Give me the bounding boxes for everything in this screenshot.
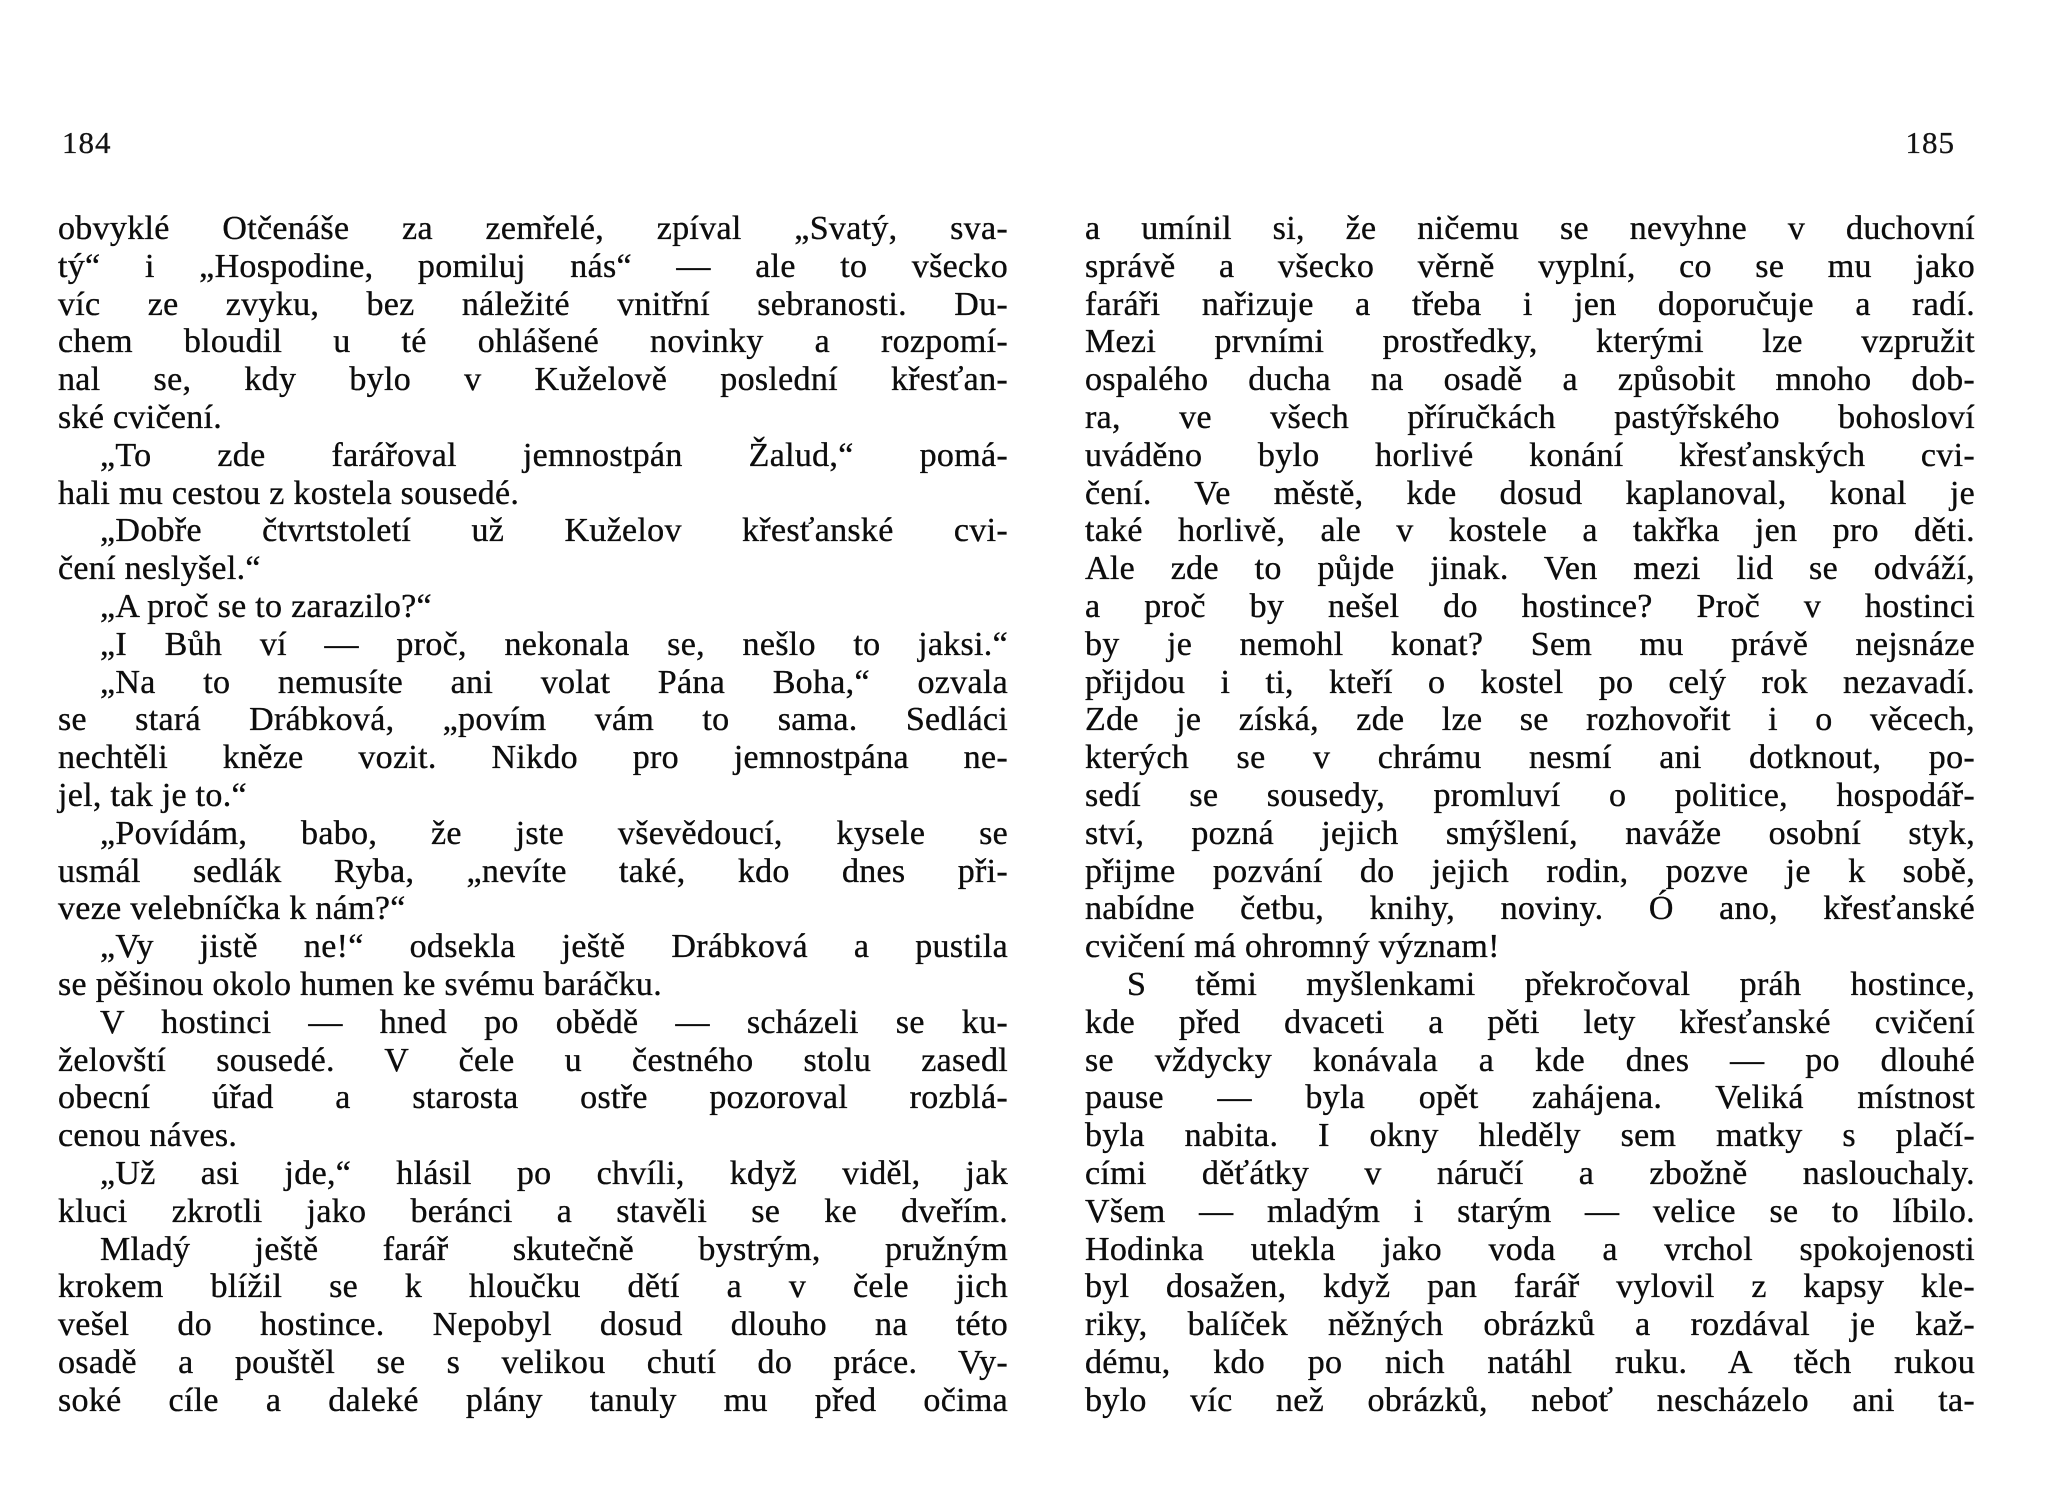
text-line: usmál sedlák Ryba, „nevíte také, kdo dnes při- — [58, 852, 1008, 890]
text-line: přijme pozvání do jejich rodin, pozve je k sobě, — [1085, 852, 1975, 890]
text-line: kde před dvaceti a pěti lety křesťanské cvičení — [1085, 1003, 1975, 1041]
page-number-left: 184 — [62, 125, 112, 160]
text-line: „Povídám, babo, že jste vševědoucí, kysele se — [100, 814, 1008, 852]
text-line: hali mu cestou z kostela sousedé. — [58, 474, 520, 512]
text-line: kterých se v chrámu nesmí ani dotknout, po- — [1085, 739, 1975, 777]
page-185 — [1085, 0, 1975, 1500]
text-line: S těmi myšlenkami překročoval práh hostince, — [1127, 965, 1975, 1003]
text-line: obecní úřad a starosta ostře pozoroval rozblá- — [58, 1079, 1008, 1117]
text-line: „Už asi jde,“ hlásil po chvíli, když viděl, jak — [100, 1154, 1008, 1192]
text-line: „Dobře čtvrtstoletí už Kuželov křesťanské cvi- — [100, 512, 1008, 550]
text-line: „Vy jistě ne!“ odsekla ještě Drábková a pustila — [100, 928, 1008, 966]
text-line: také horlivě, ale v kostele a takřka jen pro děti. — [1085, 512, 1975, 550]
text-line: nabídne četbu, knihy, noviny. Ó ano, křesťanské — [1085, 890, 1975, 928]
text-line: Hodinka utekla jako voda a vrchol spokojenosti — [1085, 1230, 1975, 1268]
text-line: se vždycky konávala a kde dnes — po dlouhé — [1085, 1041, 1975, 1079]
page-text-left — [58, 210, 1008, 1420]
text-line: čení neslyšel.“ — [58, 550, 261, 588]
text-line: cími děťátky v náručí a zbožně naslouchaly. — [1085, 1154, 1975, 1192]
text-line: přijdou i ti, kteří o kostel po celý rok nezavadí. — [1085, 663, 1975, 701]
text-line: nal se, kdy bylo v Kuželově poslední křesťan- — [58, 361, 1008, 399]
page-184 — [58, 0, 1008, 1500]
text-line: ra, ve všech příručkách pastýřského bohosloví — [1085, 398, 1975, 436]
text-line: jel, tak je to.“ — [58, 776, 247, 814]
text-line: „A proč se to zarazilo?“ — [100, 587, 432, 625]
text-line: „I Bůh ví — proč, nekonala se, nešlo to jaksi.“ — [100, 625, 1008, 663]
text-line: byla nabita. I okny hleděly sem matky s plačí- — [1085, 1117, 1975, 1155]
text-line: tý“ i „Hospodine, pomiluj nás“ — ale to všecko — [58, 247, 1008, 285]
text-line: ství, pozná jejich smýšlení, naváže osobní styk, — [1085, 814, 1975, 852]
text-line: Všem — mladým i starým — velice se to líbilo. — [1085, 1192, 1975, 1230]
text-line: Mezi prvními prostředky, kterými lze vzpružit — [1085, 323, 1975, 361]
text-line: kluci zkrotli jako beránci a stavěli se ke dveřím. — [58, 1192, 1008, 1230]
text-line: riky, balíček něžných obrázků a rozdával je kaž- — [1085, 1306, 1975, 1344]
text-line: „To zde farářoval jemnostpán Žalud,“ pomá- — [100, 436, 1008, 474]
text-line: sedí se sousedy, promluví o politice, hospodář- — [1085, 776, 1975, 814]
page-number-right: 185 — [1905, 125, 1955, 160]
text-line: a proč by nešel do hostince? Proč v hostinci — [1085, 587, 1975, 625]
text-line: veze velebníčka k nám?“ — [58, 890, 406, 928]
text-line: se pěšinou okolo humen ke svému baráčku. — [58, 965, 663, 1003]
text-line: cvičení má ohromný význam! — [1085, 928, 1500, 966]
text-line: želovští sousedé. V čele u čestného stolu zasedl — [58, 1041, 1008, 1079]
text-line: obvyklé Otčenáše za zemřelé, zpíval „Svatý, sva- — [58, 210, 1008, 247]
text-line: uváděno bylo horlivé konání křesťanských cvi- — [1085, 436, 1975, 474]
text-line: Mladý ještě farář skutečně bystrým, pružným — [100, 1230, 1008, 1268]
text-line: krokem blížil se k hloučku dětí a v čele jich — [58, 1268, 1008, 1306]
text-line: chem bloudil u té ohlášené novinky a rozpomí- — [58, 323, 1008, 361]
text-line: vešel do hostince. Nepobyl dosud dlouho na této — [58, 1306, 1008, 1344]
text-line: faráři nařizuje a třeba i jen doporučuje a radí. — [1085, 285, 1975, 323]
text-line: byl dosažen, když pan farář vylovil z kapsy kle- — [1085, 1268, 1975, 1306]
text-line: bylo víc než obrázků, neboť nescházelo ani ta- — [1085, 1381, 1975, 1419]
text-line: pause — byla opět zahájena. Veliká místnost — [1085, 1079, 1975, 1117]
text-line: čení. Ve městě, kde dosud kaplanoval, konal je — [1085, 474, 1975, 512]
text-line: a umínil si, že ničemu se nevyhne v duchovní — [1085, 210, 1975, 247]
text-line: víc ze zvyku, bez náležité vnitřní sebranosti. Du- — [58, 285, 1008, 323]
text-line: „Na to nemusíte ani volat Pána Boha,“ ozvala — [100, 663, 1008, 701]
text-line: soké cíle a daleké plány tanuly mu před očima — [58, 1381, 1008, 1419]
text-line: nechtěli kněze vozit. Nikdo pro jemnostpána ne- — [58, 739, 1008, 777]
text-line: ospalého ducha na osadě a způsobit mnoho dob- — [1085, 361, 1975, 399]
text-line: Ale zde to půjde jinak. Ven mezi lid se odváží, — [1085, 550, 1975, 588]
text-line: ské cvičení. — [58, 398, 223, 436]
text-line: dému, kdo po nich natáhl ruku. A těch rukou — [1085, 1343, 1975, 1381]
text-line: Zde je získá, zde lze se rozhovořit i o věcech, — [1085, 701, 1975, 739]
text-line: osadě a pouštěl se s velikou chutí do práce. Vy- — [58, 1343, 1008, 1381]
text-line: správě a všecko věrně vyplní, co se mu jako — [1085, 247, 1975, 285]
text-line: cenou náves. — [58, 1117, 238, 1155]
text-line: by je nemohl konat? Sem mu právě nejsnáze — [1085, 625, 1975, 663]
page-text-right — [1085, 210, 1975, 1420]
text-line: V hostinci — hned po obědě — scházeli se ku- — [100, 1003, 1008, 1041]
text-line: se stará Drábková, „povím vám to sama. Sedláci — [58, 701, 1008, 739]
